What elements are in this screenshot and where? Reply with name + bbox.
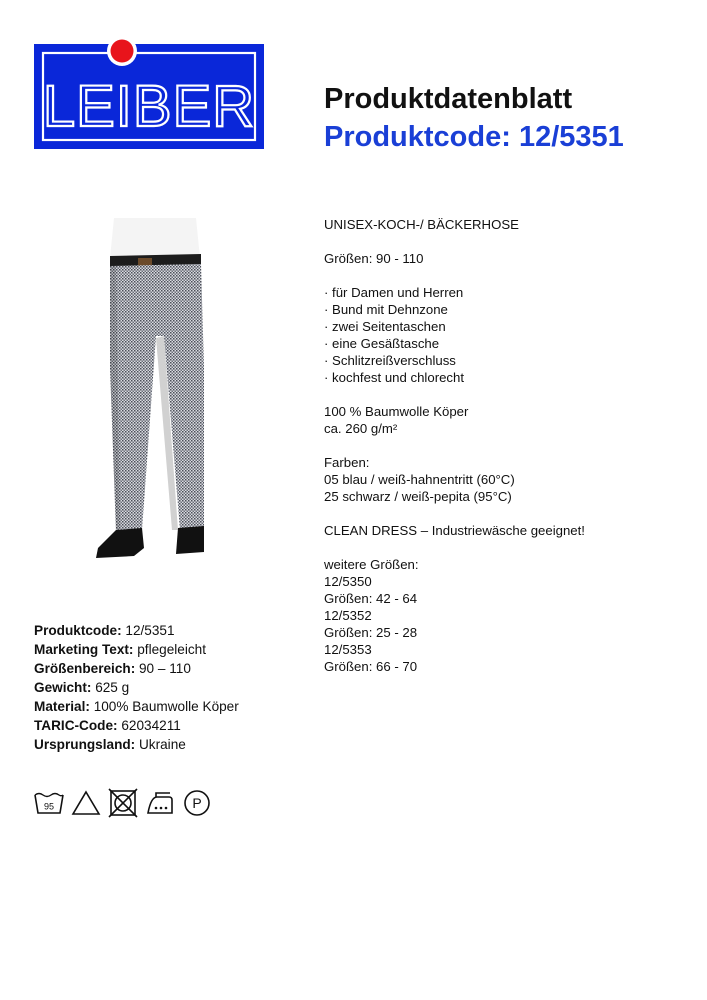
spec-row <box>34 621 239 640</box>
no-tumble-dry-icon <box>108 788 138 818</box>
spec-value: 100% Baumwolle Köper <box>93 699 239 714</box>
spec-row <box>34 735 239 754</box>
spec-row <box>34 697 239 716</box>
material-line: 100 % Baumwolle Köper <box>324 404 469 419</box>
weight-line: ca. 260 g/m² <box>324 421 398 436</box>
spec-value: 625 g <box>95 680 130 695</box>
color-option: 05 blau / weiß-hahnentritt (60°C) <box>324 472 515 487</box>
product-code-heading: Produktcode: 12/5351 <box>324 121 624 153</box>
logo-graphic <box>34 34 264 149</box>
more-size-item: 12/5350 <box>324 574 372 589</box>
feature-item: · für Damen und Herren <box>324 285 464 300</box>
spec-value: 62034211 <box>121 718 181 733</box>
spec-label: Gewicht: <box>34 680 92 695</box>
page-heading <box>324 82 624 154</box>
care-symbols <box>34 788 212 818</box>
wash-temp-label: 95 <box>43 801 55 812</box>
more-sizes-label: weitere Größen: <box>324 557 419 572</box>
spec-value: 90 – 110 <box>139 661 191 676</box>
spec-label: Marketing Text: <box>34 642 134 657</box>
product-description <box>324 216 694 675</box>
feature-item: · eine Gesäßtasche <box>324 336 440 351</box>
bleach-triangle-icon <box>71 788 101 818</box>
feature-item: · kochfest und chlorecht <box>324 370 465 385</box>
leiber-logo <box>34 34 264 149</box>
spec-label: Größenbereich: <box>34 661 136 676</box>
spec-row <box>34 640 239 659</box>
color-option: 25 schwarz / weiß-pepita (95°C) <box>324 489 512 504</box>
spec-label: TARIC-Code: <box>34 718 118 733</box>
more-size-item: Größen: 42 - 64 <box>324 591 418 606</box>
product-photo <box>92 218 220 560</box>
more-size-item: 12/5353 <box>324 642 372 657</box>
spec-label: Material: <box>34 699 90 714</box>
dryclean-p-icon <box>182 788 212 818</box>
feature-item: · Schlitzreißverschluss <box>324 353 456 368</box>
dryclean-letter: P <box>192 795 202 811</box>
spec-value: Ukraine <box>138 737 186 752</box>
more-size-item: Größen: 66 - 70 <box>324 659 418 674</box>
feature-item: · zwei Seitentaschen <box>324 319 446 334</box>
wash-95-icon <box>34 788 64 818</box>
product-specs <box>34 621 239 754</box>
logo-text: LEIBER <box>42 74 256 139</box>
spec-row <box>34 678 239 697</box>
spec-label: Ursprungsland: <box>34 737 136 752</box>
chef-trousers-image <box>92 218 220 560</box>
spec-row <box>34 716 239 735</box>
more-size-item: 12/5352 <box>324 608 372 623</box>
product-name: UNISEX-KOCH-/ BÄCKERHOSE <box>324 217 519 232</box>
colors-label: Farben: <box>324 455 370 470</box>
more-size-item: Größen: 25 - 28 <box>324 625 418 640</box>
spec-label: Produktcode: <box>34 623 122 638</box>
spec-row <box>34 659 239 678</box>
sizes-line: Größen: 90 - 110 <box>324 251 424 266</box>
clean-dress-note: CLEAN DRESS – Industriewäsche geeignet! <box>324 523 585 538</box>
iron-icon <box>145 788 175 818</box>
page-title: Produktdatenblatt <box>324 83 573 115</box>
spec-value: 12/5351 <box>125 623 175 638</box>
spec-value: pflegeleicht <box>137 642 207 657</box>
feature-item: · Bund mit Dehnzone <box>324 302 448 317</box>
